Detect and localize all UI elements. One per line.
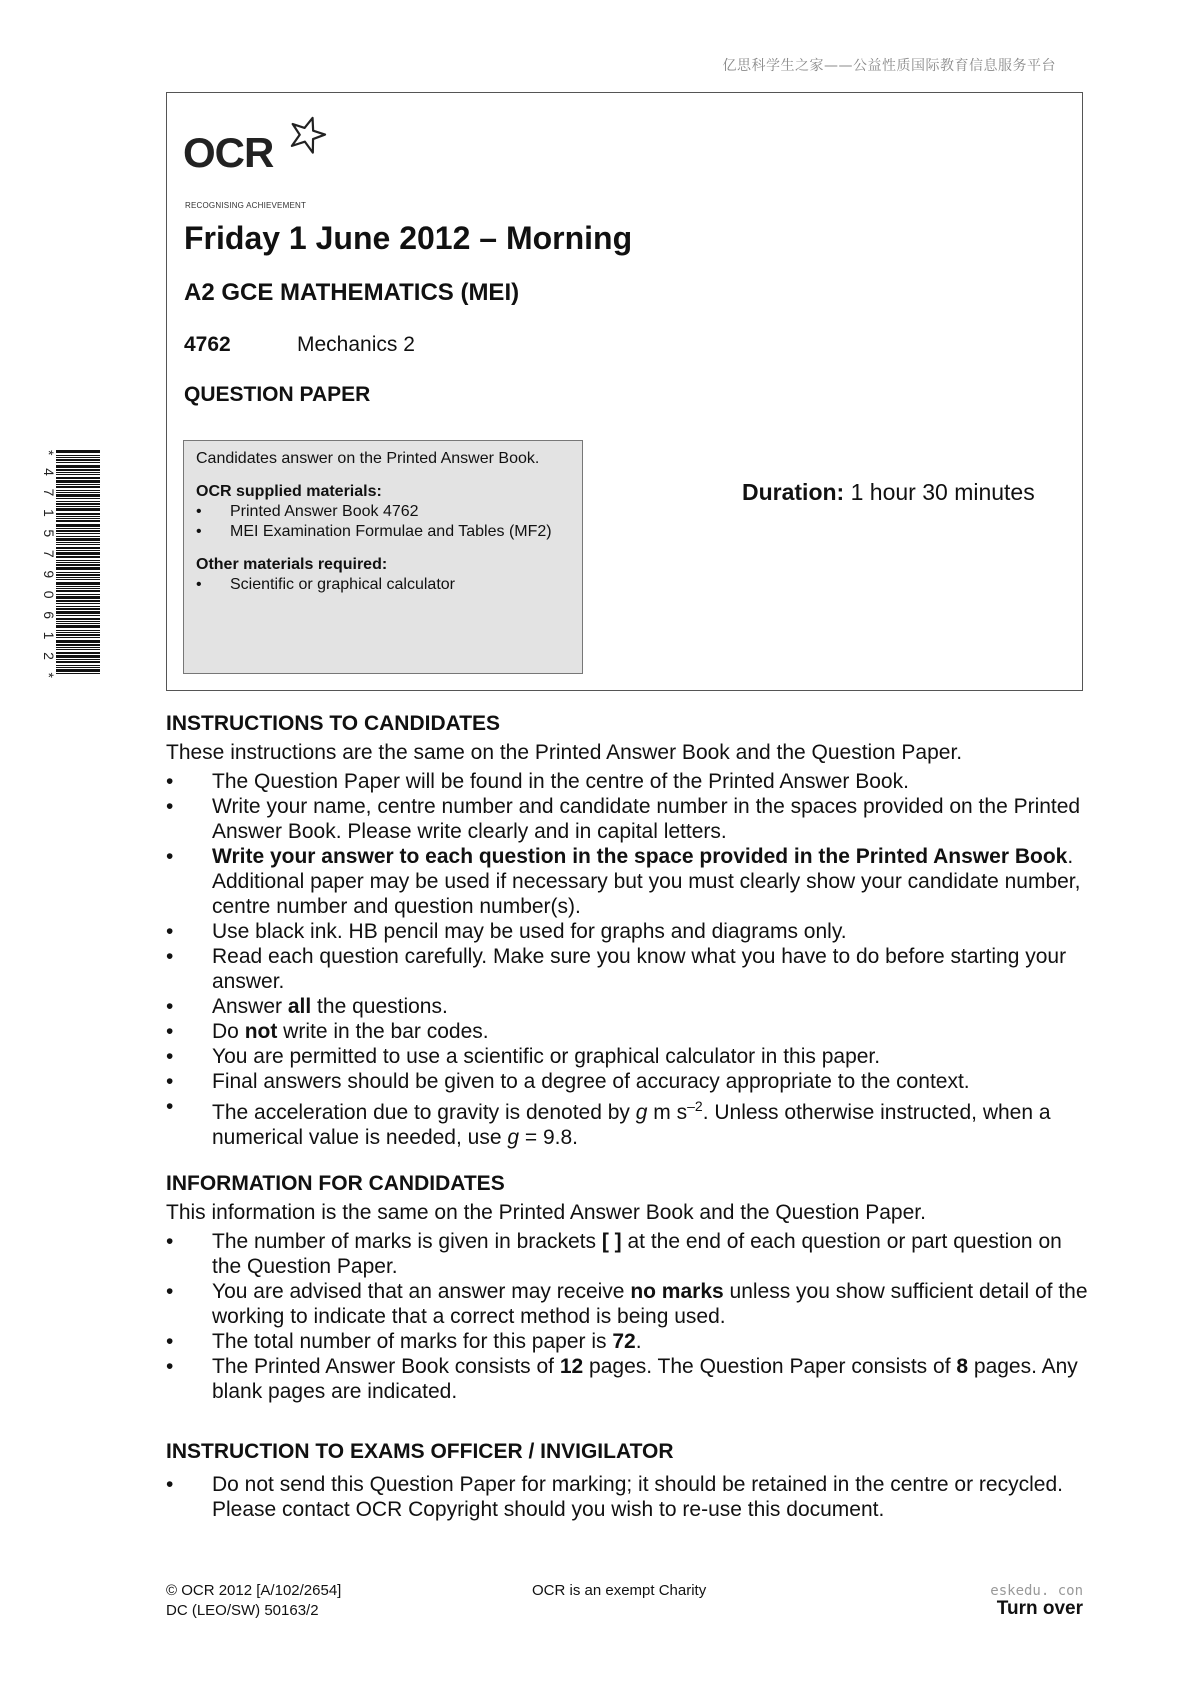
barcode-bar (56, 538, 100, 541)
barcode-bar (56, 506, 100, 507)
list-item: • Write your name, centre number and candidate number in the spaces provided on the Printed Answer Book. Please write clearly and in capital letters. (166, 794, 1096, 844)
supplied-item: • MEI Examination Formulae and Tables (MF2) (196, 522, 570, 542)
barcode-bar (56, 465, 100, 468)
barcode-bar (56, 520, 100, 522)
barcode-bar (56, 647, 100, 648)
list-item: • The number of marks is given in brackets [ ] at the end of each question or part question on the Question Paper. (166, 1229, 1096, 1279)
barcode-bar (56, 508, 100, 511)
barcode-bar (56, 486, 100, 488)
barcode-bar (56, 513, 100, 515)
barcode-bar (56, 632, 100, 633)
barcode-bar (56, 536, 100, 537)
barcode-bar (56, 640, 100, 643)
barcode-bar (56, 649, 100, 650)
barcode-bar (56, 572, 100, 573)
footer-right (990, 1581, 1083, 1619)
barcode-bar (56, 530, 100, 532)
star-icon (287, 115, 327, 155)
barcode-bar (56, 596, 100, 599)
instructions-section (166, 712, 1096, 1150)
officer-title: INSTRUCTION TO EXAMS OFFICER / INVIGILATOR (166, 1440, 674, 1463)
barcode-bar (56, 630, 100, 631)
barcode-bar (56, 494, 100, 497)
barcode-bar (56, 480, 100, 483)
barcode-bar (56, 477, 100, 479)
information-section (166, 1172, 1096, 1404)
barcode-bar (56, 582, 100, 585)
list-item: • Do not write in the bar codes. (166, 1019, 1096, 1044)
barcode-bar (56, 577, 100, 578)
qualification-title: A2 GCE MATHEMATICS (MEI) (184, 279, 520, 306)
barcode (34, 450, 100, 678)
barcode-bar (56, 552, 100, 555)
barcode-bar (56, 667, 100, 668)
duration-label: Duration: (742, 479, 845, 505)
instructions-list (166, 769, 1096, 1150)
copyright-line: © OCR 2012 [A/102/2654] (166, 1582, 342, 1599)
barcode-bar (56, 564, 100, 566)
barcode-bar (56, 652, 100, 654)
barcode-bar (56, 611, 100, 614)
footer-charity: OCR is an exempt Charity (532, 1582, 707, 1599)
barcode-bar (56, 469, 100, 471)
barcode-bar (56, 562, 100, 563)
barcode-bar (56, 579, 100, 580)
list-item: • The total number of marks for this paper is 72. (166, 1329, 1096, 1354)
list-item: • The Question Paper will be found in the centre of the Printed Answer Book. (166, 769, 1096, 794)
barcode-bar (56, 503, 100, 505)
list-item: • Do not send this Question Paper for marking; it should be retained in the centre or recycled. Please contact OCR Copyright should you wish to re-use this document. (166, 1472, 1096, 1522)
barcode-bar (56, 586, 100, 587)
barcode-bar (56, 621, 100, 622)
barcode-bar (56, 615, 100, 616)
officer-list (166, 1472, 1096, 1522)
barcode-bar (56, 455, 100, 456)
list-item: • You are permitted to use a scientific or graphical calculator in this paper. (166, 1044, 1096, 1069)
duration (742, 479, 1035, 506)
barcode-bar (56, 567, 100, 570)
barcode-bar (56, 665, 100, 666)
top-watermark: 亿思科学生之家——公益性质国际教育信息服务平台 (722, 58, 1056, 74)
barcode-bar (56, 528, 100, 529)
barcode-bar (56, 560, 100, 561)
barcode-bar (56, 600, 100, 602)
barcode-bar (56, 669, 100, 672)
barcode-bar (56, 501, 100, 502)
information-list (166, 1229, 1096, 1404)
barcode-bar (56, 623, 100, 624)
unit-code: 4762 (184, 333, 231, 356)
cover-header-box (166, 92, 1083, 691)
barcode-number: *4715790612* (41, 450, 57, 678)
barcode-bar (56, 492, 100, 493)
barcode-bar (56, 524, 100, 527)
barcode-bar (56, 518, 100, 519)
other-item: • Scientific or graphical calculator (196, 575, 570, 595)
barcode-bar (56, 547, 100, 549)
barcode-bar (56, 450, 100, 453)
list-item: • Write your answer to each question in the space provided in the Printed Answer Book. Additional paper may be used if necessary but you must clearly show your candidate number, centre number and question number(s). (166, 844, 1096, 919)
barcode-bar (56, 472, 100, 473)
barcode-bar (56, 618, 100, 620)
footer-watermark: eskedu. con (990, 1583, 1083, 1599)
information-intro: This information is the same on the Printed Answer Book and the Question Paper. (166, 1201, 926, 1224)
barcode-bar (56, 659, 100, 660)
barcode-bar (56, 574, 100, 576)
barcode-bar (56, 533, 100, 534)
information-title: INFORMATION FOR CANDIDATES (166, 1172, 505, 1195)
ocr-logo (183, 115, 343, 210)
materials-box (183, 440, 583, 674)
barcode-bar (56, 542, 100, 543)
barcode-bar (56, 673, 100, 674)
supplied-materials-heading: OCR supplied materials: (196, 483, 382, 500)
barcode-bar (56, 661, 100, 663)
barcode-bar (56, 594, 100, 595)
barcode-bar (56, 474, 100, 475)
barcode-bar (56, 590, 100, 592)
barcode-bar (56, 498, 100, 499)
duration-value: 1 hour 30 minutes (844, 479, 1035, 505)
paper-type: QUESTION PAPER (184, 383, 371, 406)
list-item: • The acceleration due to gravity is denoted by g m $s^{-2}$. Unless otherwise instructed, when a numerical value is needed, use g = 9.8. (166, 1094, 1096, 1150)
barcode-bar (56, 655, 100, 658)
list-item: • You are advised that an answer may receive no marks unless you show sufficient detail of the working to indicate that a correct method is being used. (166, 1279, 1096, 1329)
barcode-bar (56, 462, 100, 463)
turn-over-label: Turn over (996, 1598, 1083, 1619)
unit-title: Mechanics 2 (297, 333, 415, 356)
exam-date: Friday 1 June 2012 – Morning (184, 220, 633, 256)
barcode-bar (56, 644, 100, 646)
barcode-bar (56, 588, 100, 589)
logo-tagline: RECOGNISING ACHIEVEMENT (185, 201, 307, 210)
barcode-bar (56, 606, 100, 607)
barcode-bar (56, 490, 100, 491)
barcode-bars (56, 450, 100, 674)
answer-book-note: Candidates answer on the Printed Answer Book. (196, 450, 540, 467)
barcode-bar (56, 634, 100, 636)
list-item: • The Printed Answer Book consists of 12 pages. The Question Paper consists of 8 pages. Any blank pages are indicated. (166, 1354, 1096, 1404)
instructions-title: INSTRUCTIONS TO CANDIDATES (166, 712, 501, 735)
barcode-bar (56, 608, 100, 610)
reference-line: DC (LEO/SW) 50163/2 (166, 1602, 319, 1619)
barcode-bar (56, 625, 100, 628)
barcode-bar (56, 484, 100, 485)
barcode-bar (56, 544, 100, 545)
barcode-bar (56, 516, 100, 517)
logo-text: OCR (183, 129, 274, 176)
officer-section (166, 1440, 1096, 1522)
instructions-intro: These instructions are the same on the Printed Answer Book and the Question Paper. (166, 741, 963, 764)
footer-copyright (166, 1581, 341, 1621)
other-materials-heading: Other materials required: (196, 556, 388, 573)
list-item: • Answer all the questions. (166, 994, 1096, 1019)
barcode-bar (56, 550, 100, 551)
barcode-bar (56, 459, 100, 461)
barcode-bar (56, 637, 100, 638)
list-item: • Use black ink. HB pencil may be used for graphs and diagrams only. (166, 919, 1096, 944)
barcode-bar (56, 603, 100, 604)
barcode-bar (56, 457, 100, 458)
list-item: • Read each question carefully. Make sure you know what you have to do before starting your answer. (166, 944, 1096, 994)
barcode-bar (56, 556, 100, 558)
list-item: • Final answers should be given to a degree of accuracy appropriate to the context. (166, 1069, 1096, 1094)
supplied-item: • Printed Answer Book 4762 (196, 502, 570, 522)
